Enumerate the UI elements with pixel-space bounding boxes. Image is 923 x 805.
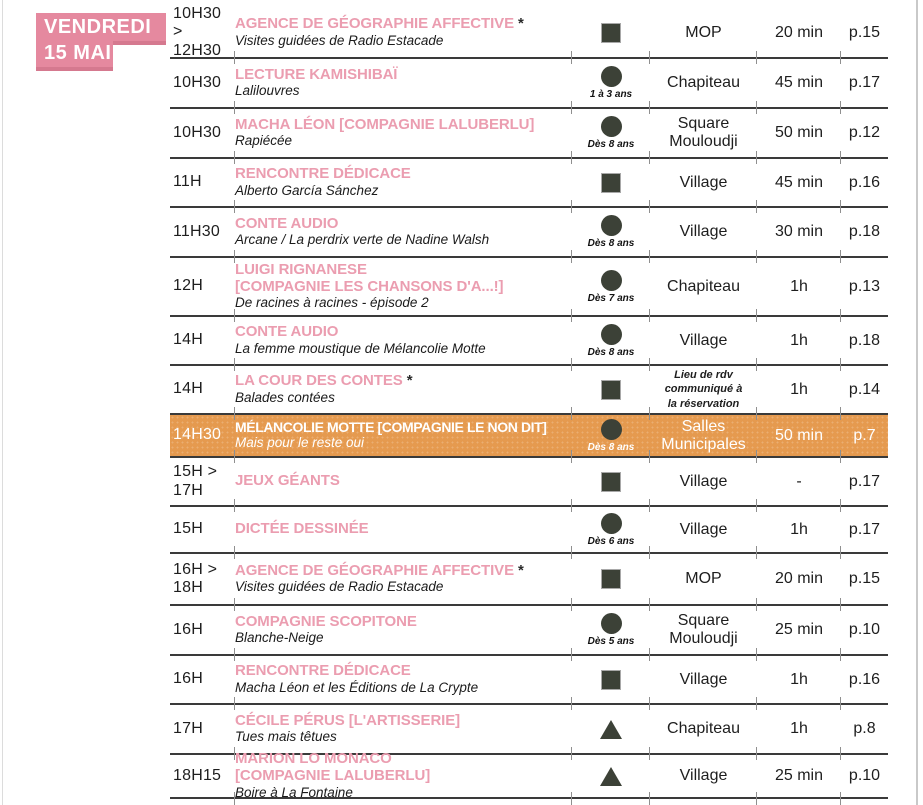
time-cell [170, 159, 235, 206]
start-time: 14H30 [173, 426, 222, 444]
time-cell [170, 366, 235, 413]
time-cell [170, 554, 235, 604]
location-cell [650, 8, 757, 57]
location-line: Village [679, 767, 728, 785]
event-title-text: MACHA LÉON [COMPAGNIE LALUBERLU] [235, 115, 535, 133]
icon-cell [572, 507, 650, 552]
page-ref: p.14 [841, 366, 888, 413]
event-title [235, 663, 411, 680]
event-title-text: MARION LO MONACO [235, 750, 392, 768]
event-subtitle: Visites guidées de Radio Estacade [235, 32, 444, 48]
duration-cell: 20 min [774, 23, 824, 41]
duration-cell: 45 min [757, 59, 841, 107]
event-subtitle: Macha Léon et les Éditions de La Crypte [235, 679, 479, 695]
page-edge-left [2, 0, 3, 805]
page-ref: p.13 [841, 258, 888, 315]
time-cell [170, 59, 235, 107]
location-line: Village [679, 331, 728, 349]
location-cell [650, 159, 757, 206]
event-title [235, 420, 547, 436]
icon-cell [572, 458, 650, 505]
location-cell [650, 59, 757, 107]
event-title-text: AGENCE DE GÉOGRAPHIE AFFECTIVE [235, 15, 514, 33]
location-cell [650, 258, 757, 315]
time-cell [170, 317, 235, 364]
location-line: Chapiteau [667, 74, 740, 92]
page-ref: p.17 [841, 59, 888, 107]
location-cell [650, 656, 757, 703]
age-label: Dès 7 ans [587, 292, 635, 304]
duration-cell: 50 min [757, 109, 841, 157]
day-badge-date: 15 MAI [36, 41, 113, 67]
duration-cell: 1h [757, 366, 841, 413]
schedule-row [170, 4, 888, 59]
event-title [235, 373, 412, 390]
event-title [235, 262, 367, 279]
time-cell [170, 4, 235, 59]
page-ref: p.18 [841, 208, 888, 256]
location-cell [650, 554, 757, 604]
event-title-line2: [COMPAGNIE LES CHANSONS D'A...!] [235, 277, 504, 295]
age-label: Dès 8 ans [587, 139, 635, 150]
event-subtitle: Rapiécée [235, 133, 293, 149]
age-label: Dès 6 ans [587, 535, 635, 547]
triangle-icon [600, 767, 622, 786]
event-title [235, 751, 392, 768]
time-cell [170, 656, 235, 703]
start-time: 16H [173, 620, 203, 638]
schedule-row [170, 654, 888, 703]
location-cell [650, 705, 757, 753]
schedule-table [170, 4, 888, 800]
schedule-row [170, 315, 888, 364]
duration-cell: 45 min [757, 159, 841, 206]
page-ref: p.16 [841, 656, 888, 703]
event-subtitle: Alberto García Sánchez [235, 182, 379, 198]
event-cell [235, 366, 572, 413]
location-line: MOP [685, 570, 722, 588]
age-label: Dès 8 ans [587, 346, 635, 358]
page-ref: p.8 [841, 705, 888, 753]
event-title [235, 117, 534, 134]
start-time: 10H30 > [173, 4, 222, 41]
event-title [235, 166, 411, 183]
time-cell [170, 415, 235, 456]
location-cell [650, 415, 757, 456]
event-cell [235, 750, 572, 800]
circle-icon [601, 66, 622, 87]
start-time: 12H [173, 277, 203, 295]
location-cell [650, 317, 757, 364]
circle-icon [601, 270, 622, 291]
event-title-text: RENCONTRE DÉDICACE [235, 165, 411, 183]
event-title [235, 713, 460, 730]
location-cell [650, 606, 757, 654]
location-line: Municipales [661, 435, 746, 453]
icon-cell [572, 8, 650, 57]
start-time: 15H [173, 520, 203, 538]
icon-cell [572, 755, 650, 797]
time-cell [170, 258, 235, 315]
event-cell [235, 159, 572, 206]
duration-cell: 25 min [757, 606, 841, 654]
schedule-row [170, 456, 888, 505]
circle-icon [601, 116, 622, 137]
event-title [235, 563, 524, 580]
icon-cell [572, 59, 650, 107]
event-title-text: CONTE AUDIO [235, 214, 339, 232]
start-time: 10H30 [173, 123, 222, 141]
event-title-text: AGENCE DE GÉOGRAPHIE AFFECTIVE [235, 561, 514, 579]
location-line: la réservation [667, 397, 740, 410]
event-title-text: CÉCILE PÉRUS [L'ARTISSERIE] [235, 711, 461, 729]
duration-cell: 25 min [757, 755, 841, 797]
schedule-row [170, 505, 888, 552]
event-title [235, 16, 524, 33]
event-title-text: LECTURE KAMISHIBAÏ [235, 65, 398, 83]
square-icon [601, 670, 621, 690]
start-time: 17H [173, 719, 203, 737]
square-icon [601, 569, 621, 589]
start-time: 16H [173, 670, 203, 688]
page-ref: p.12 [841, 109, 888, 157]
age-label: 1 à 3 ans [589, 89, 633, 100]
duration-cell: 1h [757, 317, 841, 364]
time-cell [170, 705, 235, 753]
location-line: MOP [685, 23, 722, 41]
asterisk-mark: * [513, 561, 524, 579]
page-ref: p.7 [841, 415, 888, 456]
triangle-icon [600, 720, 622, 739]
square-icon [601, 472, 621, 492]
schedule-row [170, 206, 888, 256]
event-title [235, 67, 397, 84]
time-cell [170, 606, 235, 654]
location-line: Chapiteau [667, 277, 740, 295]
event-cell [235, 59, 572, 107]
time-cell [170, 507, 235, 552]
start-time: 10H30 [173, 73, 222, 91]
square-icon [601, 173, 621, 193]
circle-icon [601, 324, 622, 345]
day-badge-shadow [36, 67, 113, 71]
location-line: Village [679, 472, 728, 490]
time-cell [170, 109, 235, 157]
page-ref: p.16 [841, 159, 888, 206]
location-line: Mouloudji [669, 133, 738, 150]
schedule-row [170, 413, 888, 456]
schedule-row [170, 364, 888, 413]
square-icon [601, 380, 621, 400]
asterisk-mark: * [513, 15, 524, 33]
icon-cell [572, 705, 650, 753]
location-cell [650, 208, 757, 256]
event-title-line2: [COMPAGNIE LALUBERLU] [235, 767, 431, 785]
event-title [235, 216, 338, 233]
location-cell [650, 458, 757, 505]
location-line: Square [677, 612, 730, 630]
event-cell [235, 606, 572, 654]
event-subtitle: Visites guidées de Radio Estacade [235, 579, 444, 595]
event-subtitle: Arcane / La perdrix verte de Nadine Walsh [235, 232, 490, 248]
start-time: 11H [173, 173, 202, 191]
schedule-row [170, 256, 888, 315]
icon-cell [572, 317, 650, 364]
location-line: Village [679, 670, 728, 688]
duration-cell: 20 min [757, 554, 841, 604]
event-cell [235, 656, 572, 703]
schedule-row [170, 107, 888, 157]
event-title-text: MÉLANCOLIE MOTTE [COMPAGNIE LE NON DIT] [235, 418, 547, 435]
time-cell [170, 208, 235, 256]
event-title-text: CONTE AUDIO [235, 323, 339, 341]
event-subtitle: Blanche-Neige [235, 630, 324, 646]
page-ref: p.17 [841, 458, 888, 505]
location-line: Salles [681, 417, 726, 435]
icon-cell [572, 554, 650, 604]
event-subtitle: De racines à racines - épisode 2 [235, 295, 429, 311]
page-ref: p.10 [841, 755, 888, 797]
icon-cell [572, 656, 650, 703]
event-title-text: DICTÉE DESSINÉE [235, 520, 369, 538]
time-cell [170, 755, 235, 797]
age-label: Dès 5 ans [587, 636, 635, 647]
event-subtitle: Mais pour le reste oui [235, 435, 365, 451]
page-ref: p.15 [848, 23, 881, 41]
event-title-text: COMPAGNIE SCOPITONE [235, 612, 417, 630]
square-icon [601, 23, 621, 43]
duration-cell: 1h [757, 656, 841, 703]
event-title [235, 473, 340, 490]
page-edge-right [916, 0, 918, 805]
event-cell [235, 258, 572, 315]
start-time: 14H [173, 380, 203, 398]
event-title [235, 521, 369, 538]
circle-icon [601, 215, 622, 236]
event-subtitle: Lalilouvres [235, 83, 300, 99]
age-label: Dès 8 ans [587, 441, 635, 453]
schedule-row [170, 703, 888, 753]
schedule-row [170, 552, 888, 604]
event-subtitle: Boire à La Fontaine [235, 784, 353, 800]
time-cell [170, 458, 235, 505]
event-cell [235, 8, 572, 57]
end-time: 12H30 [173, 41, 222, 59]
page-ref: p.17 [841, 507, 888, 552]
event-cell [235, 507, 572, 552]
location-cell [650, 755, 757, 797]
start-time: 15H > [173, 463, 218, 481]
location-line: Village [679, 173, 728, 191]
icon-cell [572, 258, 650, 315]
location-line: Village [679, 520, 728, 538]
event-cell [235, 208, 572, 256]
event-cell [235, 109, 572, 157]
event-title-text: LA COUR DES CONTES [235, 372, 403, 390]
start-time: 14H [173, 331, 203, 349]
duration-cell: 30 min [757, 208, 841, 256]
event-cell [235, 554, 572, 604]
location-cell [650, 109, 757, 157]
location-line: Mouloudji [669, 630, 738, 647]
icon-cell [572, 415, 650, 456]
duration-cell: 1h [757, 258, 841, 315]
event-cell [235, 458, 572, 505]
end-time: 18H [173, 579, 203, 596]
location-cell [650, 507, 757, 552]
age-label: Dès 8 ans [587, 238, 635, 249]
event-title-text: JEUX GÉANTS [235, 472, 340, 490]
event-cell [235, 705, 572, 753]
circle-icon [601, 419, 622, 440]
event-subtitle: Tues mais têtues [235, 729, 337, 745]
event-subtitle: Balades contées [235, 389, 335, 405]
location-line: Village [679, 223, 728, 241]
location-line: communiqué à [664, 383, 743, 396]
circle-icon [601, 513, 622, 534]
schedule-row [170, 57, 888, 107]
event-cell [235, 317, 572, 364]
icon-cell [572, 606, 650, 654]
page-ref: p.18 [841, 317, 888, 364]
schedule-row [170, 604, 888, 654]
location-line: Lieu de rdv [674, 369, 733, 382]
event-subtitle: La femme moustique de Mélancolie Motte [235, 340, 486, 356]
asterisk-mark: * [402, 372, 413, 390]
start-time: 16H > [173, 560, 218, 578]
duration-cell: - [757, 458, 841, 505]
event-title-text: LUIGI RIGNANESE [235, 260, 367, 278]
day-badge-shadow [113, 41, 166, 45]
schedule-row [170, 750, 888, 800]
start-time: 11H30 [173, 222, 220, 240]
event-title-text: RENCONTRE DÉDICACE [235, 662, 411, 680]
icon-cell [572, 366, 650, 413]
page-ref: p.10 [841, 606, 888, 654]
duration-cell: 1h [757, 705, 841, 753]
duration-cell: 1h [757, 507, 841, 552]
end-time: 17H [173, 481, 203, 499]
location-line: Chapiteau [667, 720, 740, 738]
icon-cell [572, 109, 650, 157]
page-ref: p.15 [841, 554, 888, 604]
location-line: Square [677, 115, 730, 133]
start-time: 18H15 [173, 766, 222, 784]
schedule-row [170, 157, 888, 206]
event-title [235, 614, 417, 631]
event-cell [235, 415, 572, 456]
day-badge-day: VENDREDI [36, 13, 166, 41]
icon-cell [572, 159, 650, 206]
event-title [235, 324, 338, 341]
icon-cell [572, 208, 650, 256]
circle-icon [601, 613, 622, 634]
location-cell [650, 366, 757, 413]
duration-cell: 50 min [757, 415, 841, 456]
